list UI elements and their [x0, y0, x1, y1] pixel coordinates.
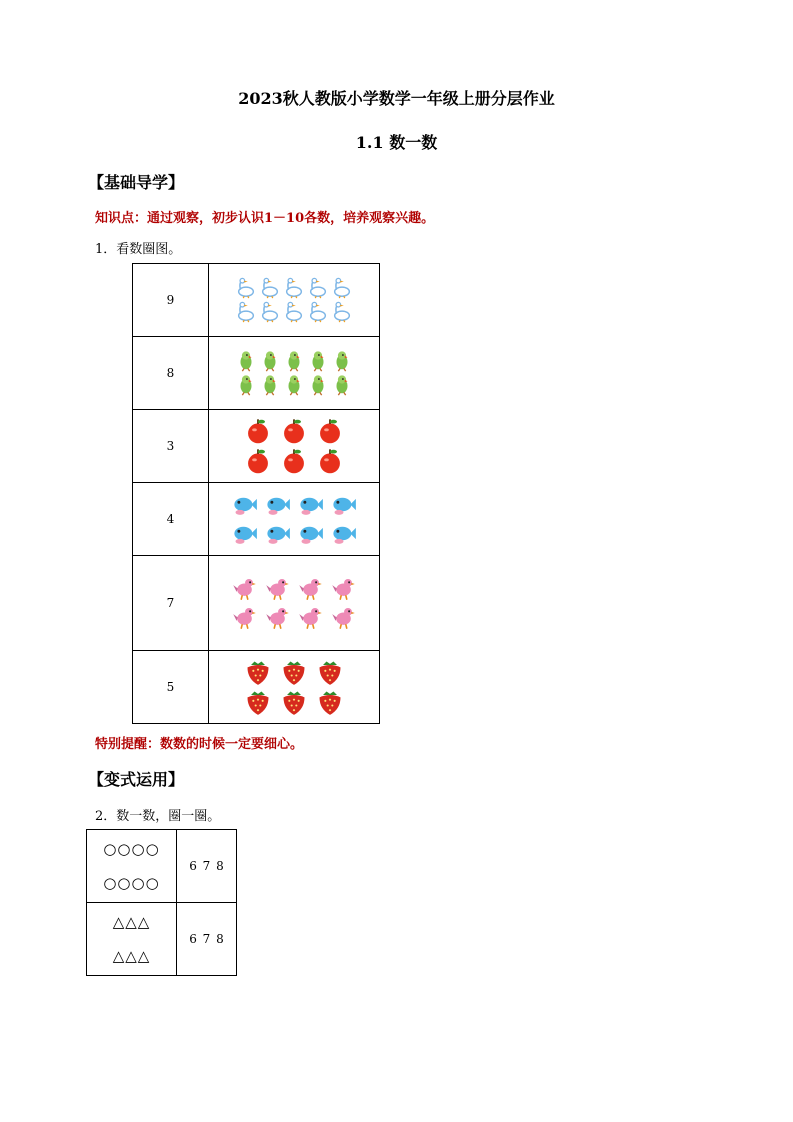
parrot-icon [259, 350, 281, 372]
strawberry-icon [316, 658, 344, 686]
goose-icon [259, 277, 281, 299]
bird-icon [330, 604, 357, 631]
bird-icon [231, 575, 258, 602]
bird-icon [264, 604, 291, 631]
apple-icon [244, 447, 272, 475]
apple-icon [280, 417, 308, 445]
counting-table [132, 263, 380, 724]
fish-icon [297, 491, 324, 518]
strawberry-icon [280, 688, 308, 716]
table-row [133, 651, 380, 724]
row-number: 4 [133, 483, 209, 556]
strawberry-icon [280, 658, 308, 686]
goose-icon [235, 301, 257, 323]
fish-icon [330, 520, 357, 547]
parrot-icon [307, 374, 329, 396]
bird-icon [264, 575, 291, 602]
shape-cell [87, 830, 177, 903]
goose-icon [283, 301, 305, 323]
bird-icon [297, 575, 324, 602]
bird-icon [231, 604, 258, 631]
row-number: 5 [133, 651, 209, 724]
row-number: 7 [133, 556, 209, 651]
picture-cell [209, 264, 380, 337]
picture-cell [209, 483, 380, 556]
shape-cell [87, 903, 177, 976]
circles-line: ○○○○ [103, 840, 160, 858]
fish-icon [231, 520, 258, 547]
parrot-icon [235, 350, 257, 372]
fish-icon [231, 491, 258, 518]
goose-icon [331, 277, 353, 299]
strawberry-icon [244, 688, 272, 716]
parrot-icon [283, 350, 305, 372]
special-reminder: 特别提醒：数数的时候一定要细心。 [95, 737, 304, 752]
answer-options[interactable]: 6 7 8 [177, 903, 237, 976]
apple-icon [316, 417, 344, 445]
question-1: 1．看数圈图。 [95, 242, 182, 257]
parrot-icon [331, 374, 353, 396]
answer-options[interactable]: 6 7 8 [177, 830, 237, 903]
bird-icon [330, 575, 357, 602]
apple-icon [316, 447, 344, 475]
lesson-title: 1.1 数一数 [355, 133, 438, 152]
triangles-line: △△△ [112, 947, 151, 965]
fish-icon [264, 520, 291, 547]
goose-icon [259, 301, 281, 323]
row-number: 9 [133, 264, 209, 337]
document-title: 2023秋人教版小学数学一年级上册分层作业 [238, 89, 555, 108]
table-row [133, 556, 380, 651]
question-2: 2．数一数，圈一圈。 [95, 809, 221, 824]
goose-icon [283, 277, 305, 299]
strawberry-icon [244, 658, 272, 686]
section-heading-basic: 【基础导学】 [88, 173, 185, 192]
table-row [87, 903, 237, 976]
fish-icon [297, 520, 324, 547]
table-row [133, 337, 380, 410]
knowledge-point: 知识点：通过观察，初步认识1－10各数，培养观察兴趣。 [95, 211, 435, 226]
goose-icon [307, 301, 329, 323]
parrot-icon [259, 374, 281, 396]
goose-icon [235, 277, 257, 299]
triangles-line: △△△ [112, 913, 151, 931]
fish-icon [330, 491, 357, 518]
parrot-icon [235, 374, 257, 396]
picture-cell [209, 651, 380, 724]
picture-cell [209, 410, 380, 483]
table-row [133, 410, 380, 483]
section-heading-practice: 【变式运用】 [88, 770, 185, 789]
row-number: 8 [133, 337, 209, 410]
goose-icon [307, 277, 329, 299]
goose-icon [331, 301, 353, 323]
picture-cell [209, 337, 380, 410]
circles-line: ○○○○ [103, 874, 160, 892]
apple-icon [244, 417, 272, 445]
bird-icon [297, 604, 324, 631]
parrot-icon [307, 350, 329, 372]
parrot-icon [283, 374, 305, 396]
picture-cell [209, 556, 380, 651]
fish-icon [264, 491, 291, 518]
strawberry-icon [316, 688, 344, 716]
parrot-icon [331, 350, 353, 372]
table-row [87, 830, 237, 903]
circle-table [86, 829, 237, 976]
table-row [133, 264, 380, 337]
row-number: 3 [133, 410, 209, 483]
table-row [133, 483, 380, 556]
apple-icon [280, 447, 308, 475]
